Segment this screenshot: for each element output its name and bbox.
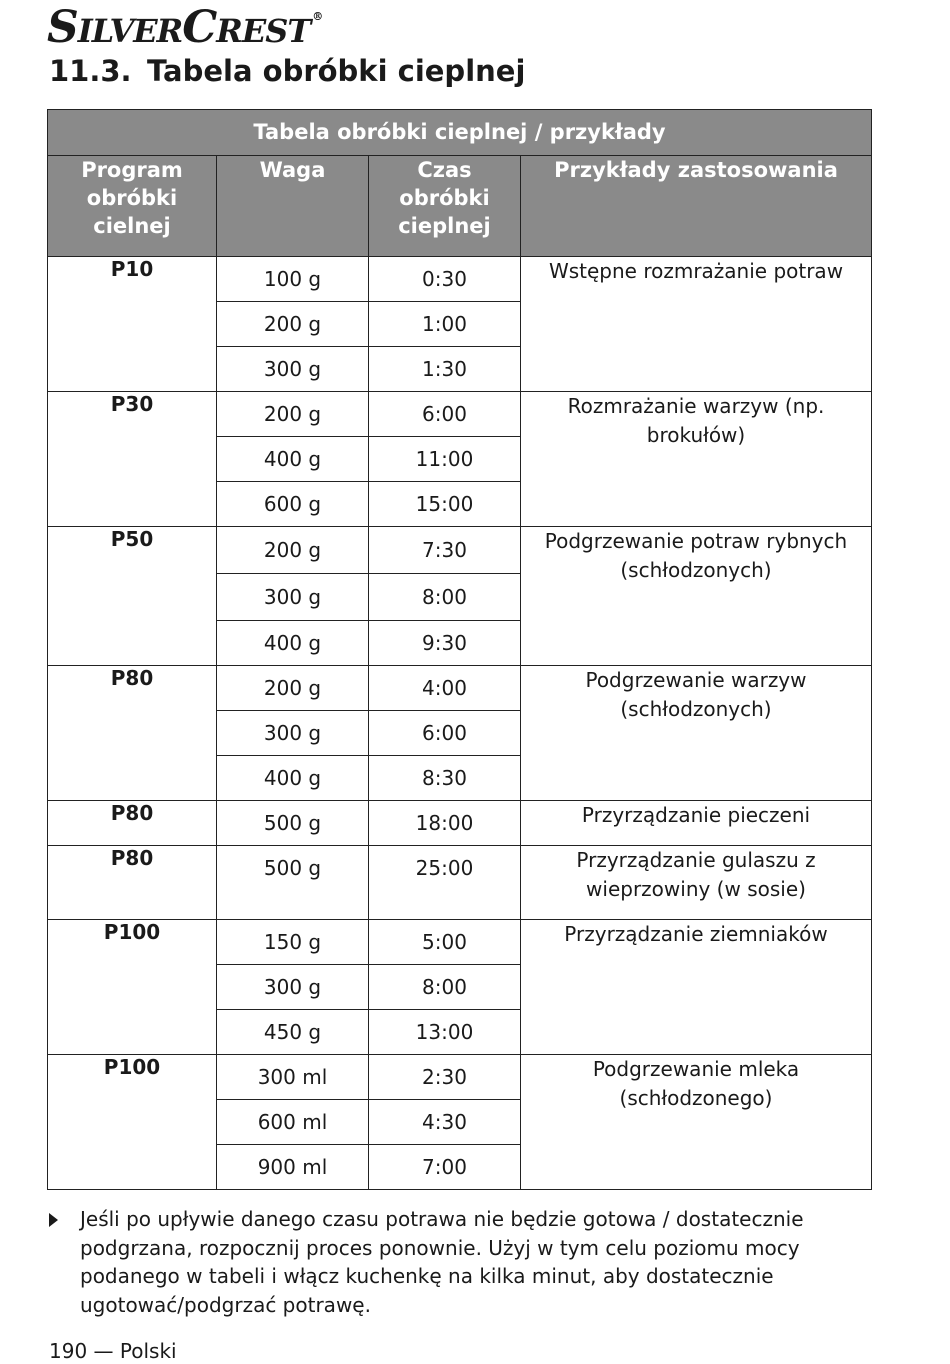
time-cell: 4:30 xyxy=(369,1100,521,1145)
weight-cell: 200 g xyxy=(217,666,369,711)
header-program: Program obróbki cielnej xyxy=(48,156,217,257)
table-row xyxy=(48,846,872,920)
weight-cell: 600 g xyxy=(217,482,369,527)
example-cell: Podgrzewanie potraw rybnych (schłodzonych) xyxy=(521,527,872,666)
weight-cell: 400 g xyxy=(217,756,369,801)
example-cell: Przyrządzanie ziemniaków xyxy=(521,920,872,1055)
time-cell: 18:00 xyxy=(369,801,521,846)
page-number: 190 xyxy=(49,1339,88,1363)
time-cell: 1:30 xyxy=(369,347,521,392)
time-cell: 7:00 xyxy=(369,1145,521,1190)
table-caption: Tabela obróbki cieplnej / przykłady xyxy=(48,110,872,156)
time-cell: 1:00 xyxy=(369,302,521,347)
time-cell: 9:30 xyxy=(369,621,521,666)
heat-treatment-table xyxy=(47,109,872,1190)
weight-cell: 100 g xyxy=(217,257,369,302)
program-cell: P30 xyxy=(48,392,217,527)
weight-cell: 200 g xyxy=(217,527,369,574)
table-row xyxy=(48,1055,872,1100)
example-cell: Przyrządzanie pieczeni xyxy=(521,801,872,846)
weight-cell: 450 g xyxy=(217,1010,369,1055)
weight-cell: 500 g xyxy=(217,846,369,920)
weight-cell: 150 g xyxy=(217,920,369,965)
silvercrest-logo: SILVERCREST ® xyxy=(47,2,323,53)
time-cell: 8:00 xyxy=(369,574,521,621)
weight-cell: 600 ml xyxy=(217,1100,369,1145)
bullet-triangle-icon xyxy=(49,1213,58,1227)
time-cell: 7:30 xyxy=(369,527,521,574)
table-row xyxy=(48,801,872,846)
table-row xyxy=(48,257,872,302)
header-examples: Przykłady zastosowania xyxy=(521,156,872,257)
note-paragraph: Jeśli po upływie danego czasu potrawa nie będzie gotowa / dostatecznie podgrzana, rozpocznij proces ponownie. Użyj w tym celu poziomu mocy podanego w tabeli i włącz kuchenkę na kilka minut, aby dostatecznie ugotować/podgrzać potrawę. xyxy=(80,1207,804,1317)
time-cell: 6:00 xyxy=(369,392,521,437)
table-row xyxy=(48,527,872,574)
program-cell: P50 xyxy=(48,527,217,666)
weight-cell: 900 ml xyxy=(217,1145,369,1190)
section-title-text: Tabela obróbki cieplnej xyxy=(147,54,526,88)
time-cell: 15:00 xyxy=(369,482,521,527)
program-cell: P10 xyxy=(48,257,217,392)
time-cell: 4:00 xyxy=(369,666,521,711)
section-title xyxy=(49,54,525,88)
time-cell: 5:00 xyxy=(369,920,521,965)
weight-cell: 300 g xyxy=(217,965,369,1010)
table-row xyxy=(48,392,872,437)
table-row xyxy=(48,920,872,965)
time-cell: 8:00 xyxy=(369,965,521,1010)
weight-cell: 500 g xyxy=(217,801,369,846)
weight-cell: 200 g xyxy=(217,302,369,347)
footer-separator: — xyxy=(93,1339,114,1363)
header-weight: Waga xyxy=(217,156,369,257)
example-cell: Wstępne rozmrażanie potraw xyxy=(521,257,872,392)
weight-cell: 300 g xyxy=(217,347,369,392)
header-time: Czas obróbki cieplnej xyxy=(369,156,521,257)
weight-cell: 200 g xyxy=(217,392,369,437)
page-footer xyxy=(49,1339,177,1363)
time-cell: 8:30 xyxy=(369,756,521,801)
time-cell: 0:30 xyxy=(369,257,521,302)
example-cell: Przyrządzanie gulaszu z wieprzowiny (w sosie) xyxy=(521,846,872,920)
weight-cell: 300 g xyxy=(217,574,369,621)
example-cell: Podgrzewanie warzyw (schłodzonych) xyxy=(521,666,872,801)
time-cell: 11:00 xyxy=(369,437,521,482)
time-cell: 13:00 xyxy=(369,1010,521,1055)
weight-cell: 400 g xyxy=(217,621,369,666)
footer-language: Polski xyxy=(119,1339,177,1363)
program-cell: P100 xyxy=(48,920,217,1055)
time-cell: 25:00 xyxy=(369,846,521,920)
program-cell: P80 xyxy=(48,801,217,846)
program-cell: P100 xyxy=(48,1055,217,1190)
section-number: 11.3. xyxy=(49,54,132,88)
example-cell: Podgrzewanie mleka (schłodzonego) xyxy=(521,1055,872,1190)
weight-cell: 300 ml xyxy=(217,1055,369,1100)
time-cell: 2:30 xyxy=(369,1055,521,1100)
program-cell: P80 xyxy=(48,666,217,801)
program-cell: P80 xyxy=(48,846,217,920)
table-row xyxy=(48,666,872,711)
weight-cell: 400 g xyxy=(217,437,369,482)
time-cell: 6:00 xyxy=(369,711,521,756)
weight-cell: 300 g xyxy=(217,711,369,756)
example-cell: Rozmrażanie warzyw (np. brokułów) xyxy=(521,392,872,527)
